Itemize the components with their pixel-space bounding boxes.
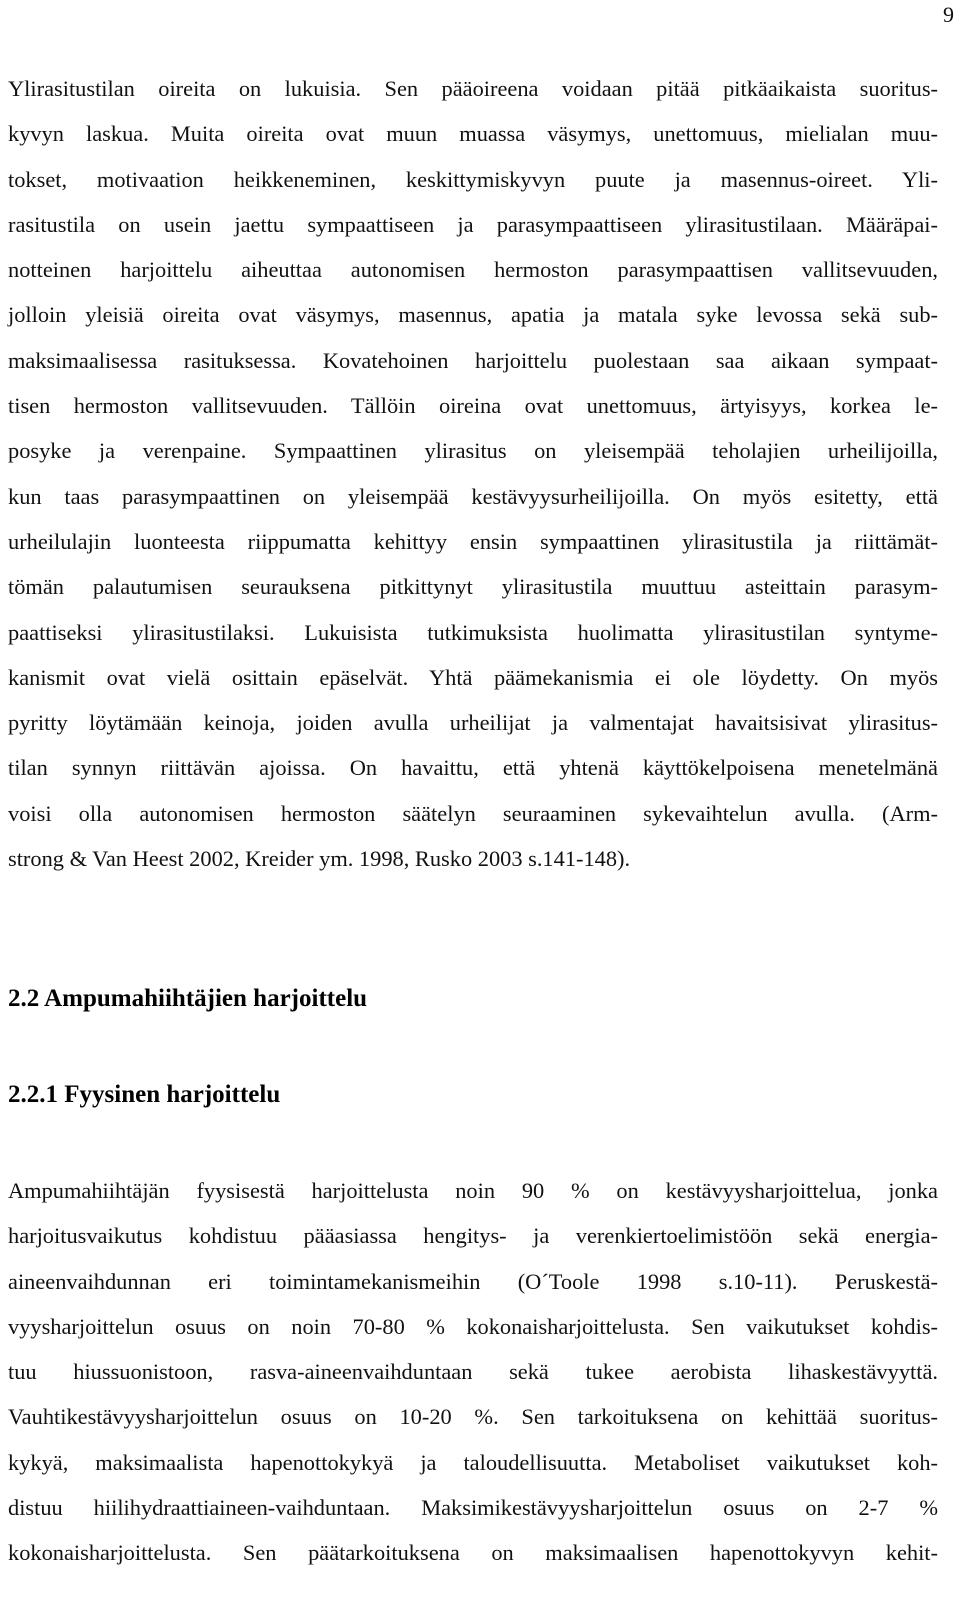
text-line: tokset, motivaation heikkeneminen, keskittymiskyvyn puute ja masennus-oireet. Yli- [8, 166, 938, 192]
text-line: maksimaalisessa rasituksessa. Kovatehoinen harjoittelu puolestaan saa aikaan sympaat- [8, 347, 938, 373]
section-heading: 2.2 Ampumahiihtäjien harjoittelu [8, 985, 368, 1012]
text-line: Vauhtikestävyysharjoittelun osuus on 10-20 %. Sen tarkoituksena on kehittää suoritus- [8, 1404, 938, 1430]
text-line: urheilulajin luonteesta riippumatta kehittyy ensin sympaattinen ylirasitustila ja riittämät- [8, 528, 938, 554]
text-line: voisi olla autonomisen hermoston säätelyn seuraaminen sykevaihtelun avulla. (Arm- [8, 800, 938, 826]
text-line: harjoitusvaikutus kohdistuu pääasiassa hengitys- ja verenkiertoelimistöön sekä energia- [8, 1223, 938, 1249]
text-line: tuu hiussuonistoon, rasva-aineenvaihduntaan sekä tukee aerobista lihaskestävyyttä. [8, 1359, 938, 1385]
text-line: jolloin yleisiä oireita ovat väsymys, masennus, apatia ja matala syke levossa sekä sub- [8, 302, 938, 328]
text-line: distuu hiilihydraattiaineen-vaihduntaan. Maksimikestävyysharjoittelun osuus on 2-7 % [8, 1495, 938, 1521]
text-line: vyysharjoittelun osuus on noin 70-80 % kokonaisharjoittelusta. Sen vaikutukset kohdis- [8, 1313, 938, 1339]
text-line: kokonaisharjoittelusta. Sen päätarkoituksena on maksimaalisen hapenottokyvyn kehit- [8, 1540, 938, 1566]
page-number: 9 [943, 2, 954, 27]
text-line: notteinen harjoittelu aiheuttaa autonomisen hermoston parasympaattisen vallitsevuuden, [8, 257, 938, 283]
body-paragraph-overtraining [8, 66, 938, 881]
text-line: Ampumahiihtäjän fyysisestä harjoittelusta noin 90 % on kestävyysharjoittelua, jonka [8, 1178, 938, 1203]
text-line: kyvyn laskua. Muita oireita ovat muun muassa väsymys, unettomuus, mielialan muu- [8, 121, 938, 147]
text-line: Ylirasitustilan oireita on lukuisia. Sen pääoireena voidaan pitää pitkäaikaista suoritus- [8, 76, 938, 101]
subsection-heading: 2.2.1 Fyysinen harjoittelu [8, 1081, 281, 1108]
text-line: kun taas parasympaattinen on yleisempää kestävyysurheilijoilla. On myös esitetty, että [8, 483, 938, 509]
text-line: pyritty löytämään keinoja, joiden avulla urheilijat ja valmentajat havaitsisivat ylirasitus- [8, 710, 938, 736]
text-line: tisen hermoston vallitsevuuden. Tällöin oireina ovat unettomuus, ärtyisyys, korkea le- [8, 393, 938, 419]
text-line: kanismit ovat vielä osittain epäselvät. Yhtä päämekanismia ei ole löydetty. On myös [8, 664, 938, 690]
text-line: tömän palautumisen seurauksena pitkittynyt ylirasitustila muuttuu asteittain parasym- [8, 574, 938, 600]
text-line: rasitustila on usein jaettu sympaattiseen ja parasympaattiseen ylirasitustilaan. Määräpai- [8, 211, 938, 237]
text-line: aineenvaihdunnan eri toimintamekanismeihin (O´Toole 1998 s.10-11). Peruskestä- [8, 1268, 938, 1294]
text-line: paattiseksi ylirasitustilaksi. Lukuisista tutkimuksista huolimatta ylirasitustilan syntyme- [8, 619, 938, 645]
text-line: kykyä, maksimaalista hapenottokykyä ja taloudellisuutta. Metaboliset vaikutukset koh- [8, 1449, 938, 1475]
body-paragraph-physical-training [8, 1168, 938, 1576]
text-line: posyke ja verenpaine. Sympaattinen ylirasitus on yleisempää teholajien urheilijoilla, [8, 438, 938, 464]
text-line: tilan synnyn riittävän ajoissa. On havaittu, että yhtenä käyttökelpoisena menetelmänä [8, 755, 938, 781]
text-line: strong & Van Heest 2002, Kreider ym. 1998, Rusko 2003 s.141-148). [8, 846, 631, 872]
